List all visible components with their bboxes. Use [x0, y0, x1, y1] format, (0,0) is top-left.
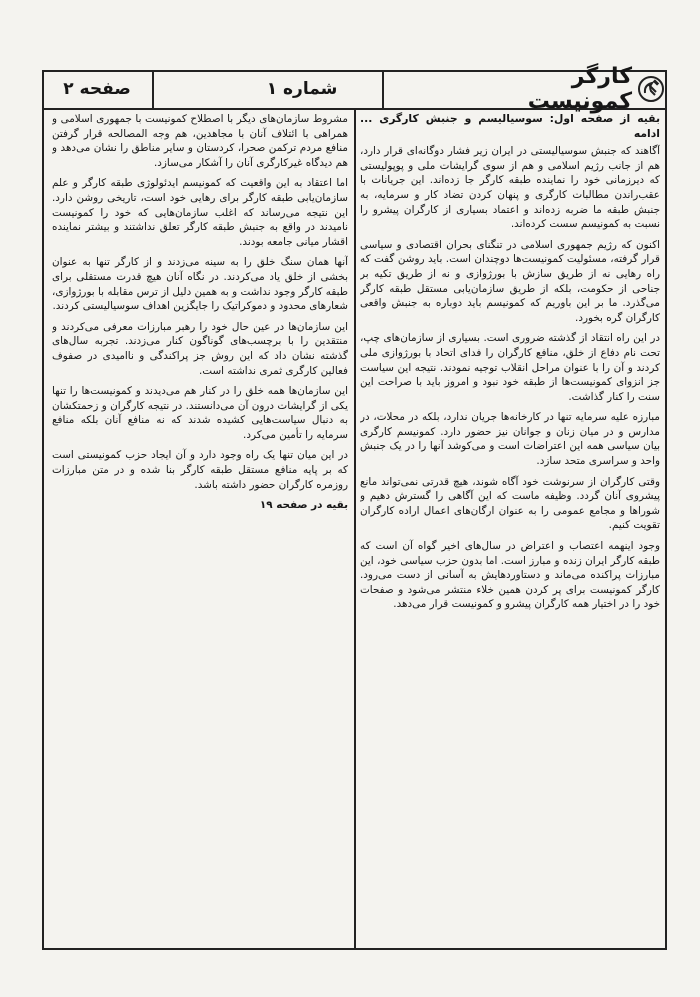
article-paragraph: این سازمان‌ها همه خلق را در کنار هم می‌دیدند و کمونیست‌ها را تنها یکی از گرایشات درون آن می‌دانستند. در نتیجه کارگران و زحمتکشان به دنبال سیاست‌هایی کشیده شدند که نه منافع آنان بلکه منافع سرمایه را تأمین می‌کرد.: [52, 385, 348, 441]
header-divider: [152, 70, 154, 108]
article-paragraph: اکنون که رژیم جمهوری اسلامی در تنگنای بحران اقتصادی و سیاسی قرار گرفته، مسئولیت کمونیست‌ها دوچندان است. باید روشن گفت که راه رهایی نه از طریق سازش با بورژوازی و نه از طریق تکیه بر جناحی از حکومت، بلکه از طریق سازمان‌یابی مستقل طبقه کارگر می‌گذرد. ما بر این باوریم که کمونیسم باید دوباره به جنبش واقعی کارگران گره بخورد.: [360, 238, 660, 324]
article-paragraph: در این راه انتقاد از گذشته ضروری است. بسیاری از سازمان‌های چپ، تحت نام دفاع از خلق، منافع کارگران را فدای اتحاد با بورژوازی ملی کردند و آن را با عنوان مراحل انقلاب توجیه نمودند. نتیجه این سیاست جز انزوای کمونیست‌ها از طبقه خود نبود و امروز باید با صراحت این سنت را کنار گذاشت.: [360, 332, 660, 403]
article-column-right: [360, 112, 660, 942]
article-column-left: [52, 112, 348, 942]
column-divider: [354, 110, 356, 948]
continued-on-note: بقیه در صفحه ۱۹: [259, 499, 348, 512]
header-bar: [42, 64, 667, 114]
article-paragraph: وقتی کارگران از سرنوشت خود آگاه شوند، هیچ قدرتی نمی‌تواند مانع پیشروی آنان گردد. وظیفه ماست که این آگاهی را گسترش دهیم و شوراها و مجامع عمومی را به عنوان ارگان‌های اعمال اراده کارگران تقویت کنیم.: [360, 475, 660, 532]
article-paragraph: آنها همان سنگ خلق را به سینه می‌زدند و از کارگر تنها به عنوان بخشی از خلق یاد می‌کردند. در نگاه آنان هیچ قدرت مستقلی برای طبقه کارگر وجود نداشت و به همین دلیل از ترس مقابله با بورژوازی، شعارهای محدود و دموکراتیک را جایگزین اهداف سوسیالیستی کردند.: [52, 256, 348, 313]
continuation-kicker: بقیه از صفحه اول: سوسیالیسم و جنبش کارگری ... ادامه: [360, 112, 660, 140]
hammer-sickle-logo-icon: [638, 76, 664, 102]
masthead-title: کارگر کمونیست: [527, 64, 632, 114]
article-paragraph: این سازمان‌ها در عین حال خود را رهبر مبارزات معرفی می‌کردند و منتقدین را با برچسب‌های گوناگون کنار می‌زدند. تجربه سال‌های گذشته نشان داد که این روش جز پراکندگی و ناامیدی در صفوف فعالین کارگری ثمری نداشته است.: [52, 320, 348, 377]
article-paragraph: مشروط سازمان‌های دیگر با اصطلاح کمونیست با جمهوری اسلامی و همراهی با ائتلاف آنان با مجاهدین، هم وجه المصالحه قرار گرفتن منافع مردم ترکمن صحرا، کردستان و سایر مناطق را نشان می‌دهد و هم دیدگاه غیرکارگری آنان را آشکار می‌سازد.: [52, 113, 348, 169]
page-number: صفحه ۲: [63, 79, 131, 99]
article-paragraph: مبارزه علیه سرمایه تنها در کارخانه‌ها جریان ندارد، بلکه در محلات، در مدارس و در میان زنان و جوانان نیز حضور دارد. کمونیسم کارگری بیان سیاسی همه این اعتراضات است و می‌کوشد آنها را در یک جنبش واحد و سراسری متحد سازد.: [360, 411, 660, 468]
article-paragraph: اما اعتقاد به این واقعیت که کمونیسم ایدئولوژی طبقه کارگر و علم سازمان‌یابی طبقه کارگر برای رهایی خود است، تاریخی روشن دارد. این نتیجه می‌رساند که اغلب سازمان‌هایی که خود را کمونیست نامیدند در واقع به جنبش طبقه کارگر تعلق نداشتند و بیشتر نماینده اقشار میانی جامعه بودند.: [52, 177, 348, 248]
issue-number: شماره ۱: [266, 79, 338, 99]
article-paragraph: در این میان تنها یک راه وجود دارد و آن ایجاد حزب کمونیستی است که بر پایه منافع مستقل طبقه کارگر بنا شده و در متن مبارزات روزمره کارگران حضور داشته باشد.: [52, 449, 348, 491]
article-paragraph: وجود اینهمه اعتصاب و اعتراض در سال‌های اخیر گواه آن است که طبقه کارگر ایران زنده و مبارز است. اما بدون حزب سیاسی خود، این مبارزات پراکنده می‌ماند و دستاوردهایش به آسانی از دست می‌رود. کارگر کمونیست برای پر کردن همین خلاء منتشر می‌شود و صفحات خود را در اختیار همه کارگران پیشرو و کمونیست قرار می‌دهد.: [360, 540, 660, 611]
header-divider: [382, 70, 384, 108]
article-paragraph: آگاهند که جنبش سوسیالیستی در ایران زیر فشار دوگانه‌ای قرار دارد، هم از جانب رژیم اسلامی و هم از سوی گرایشات ملی و پوپولیستی که دیرزمانی خود را نماینده طبقه کارگر جا زده‌اند. این جریانات با عقب‌راندن مطالبات کارگری و پنهان کردن تضاد کار و سرمایه، به جنبش طبقه ما ضربه زده‌اند و اعتماد بسیاری از کارگران پیشرو را نسبت به کمونیسم سست کرده‌اند.: [360, 145, 660, 231]
